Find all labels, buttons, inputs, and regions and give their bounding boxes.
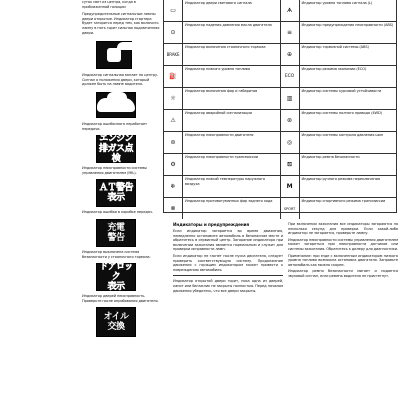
body-paragraph: Индикатор ремня безопасности мигает и подается звуковой сигнал, если ремень водителя не пристегнут. — [288, 269, 398, 278]
indicator-icon: ⚙ — [164, 154, 183, 175]
table-cell — [281, 66, 397, 87]
indicator-icon: ≡ — [281, 22, 300, 43]
table-cell — [281, 154, 397, 175]
indicator-icon: ⊛ — [281, 110, 300, 131]
indicator-text: Индикатор спортивного режима трансмиссии — [301, 199, 386, 203]
table-cell — [281, 198, 397, 219]
indicator-icon: ⊗ — [164, 198, 183, 219]
table-row — [164, 132, 396, 154]
car-indicator-thumbnail — [96, 92, 136, 118]
indicator-icon: ᗗ — [281, 0, 300, 21]
left-paragraph-6: Индикатор ошибки в коробке передач. — [82, 210, 153, 215]
indicator-text: Индикатор ручного режима переключения — [301, 177, 380, 181]
indicator-text: Индикатор системы полного привода (4WD) — [301, 111, 382, 115]
indicator-text: Индикатор предупреждения неисправности (ABS) — [301, 23, 394, 27]
indicator-table — [163, 0, 397, 213]
table-cell — [164, 110, 281, 131]
oil-change-thumbnail — [96, 307, 136, 337]
indicator-icon: BRAKE — [164, 44, 183, 65]
body-column-1 — [173, 222, 283, 295]
indicator-icon: ▥ — [281, 88, 300, 109]
indicator-text: Индикатор системы курсовой устойчивости — [301, 89, 382, 93]
charge-warning-thumbnail — [96, 219, 136, 247]
left-paragraph-8: Индикатор дверей неисправность. Проверьте после опробования двигателя. — [82, 294, 159, 303]
table-row — [164, 198, 396, 219]
indicator-icon: SPORT — [281, 198, 300, 219]
indicator-text: Индикатор системы контроля давления шин — [301, 133, 383, 137]
table-cell — [164, 132, 281, 153]
table-cell — [281, 22, 397, 43]
table-cell — [164, 88, 281, 109]
body-column-2 — [288, 222, 398, 281]
indicator-icon: ⚠ — [164, 110, 183, 131]
table-cell — [164, 154, 281, 175]
body-paragraph: При включении зажигания все индикаторы загораются на несколько секунд для проверки. Если какой-либо индикатор не загорается, проверьте лампу. — [288, 222, 398, 236]
section-title: Индикаторы и предупреждения — [173, 222, 250, 227]
charge-warning-text: 充電 警告 — [107, 222, 125, 243]
door-indicator-thumbnail — [96, 41, 132, 69]
indicator-text: Индикатор тормозной системы (ABS) — [301, 45, 369, 49]
indicator-icon: ⛾ — [281, 154, 300, 175]
indicator-icon: ⊜ — [164, 132, 183, 153]
indicator-text: Индикатор режима экономии (ECO) — [301, 67, 367, 71]
table-row — [164, 0, 396, 22]
car-icon — [97, 98, 135, 112]
table-cell — [164, 176, 281, 197]
indicator-text: Индикатор неисправности двигателя — [185, 133, 254, 137]
indicator-text: Индикатор низкого уровня топлива — [185, 67, 250, 71]
indicator-text: Индикатор низкой температуры наружного воздуха — [185, 177, 265, 186]
table-row — [164, 154, 396, 176]
indicator-text: Индикатор ремня безопасности — [301, 155, 360, 159]
indicator-text: Индикатор уровня топлива сигнала (L) — [301, 1, 373, 5]
table-row — [164, 88, 396, 110]
engine-check-text: エンジン 排ガス点検 — [98, 134, 133, 165]
table-cell — [164, 22, 281, 43]
body-paragraph: Если индикатор загорается во время движения, немедленно остановите автомобиль в безопасном месте и обратитесь в сервисный центр. Загорание индикатора при включении зажигания является нормальным и служит для проверки исправности ламп. — [173, 229, 283, 252]
left-column — [82, 0, 160, 337]
indicator-icon: ⊙ — [164, 22, 183, 43]
indicator-text: Индикатор аварийной сигнализации — [185, 111, 252, 115]
indicator-icon: ECO — [281, 66, 300, 87]
body-paragraph: Индикатор открытой двери горит, пока одна из дверей, капот или багажник не закрыты полностью. Перед началом движения убедитесь, что все двери закрыты. — [173, 279, 283, 293]
table-cell — [164, 0, 281, 21]
table-cell — [281, 132, 397, 153]
table-cell — [281, 0, 397, 21]
table-row — [164, 44, 396, 66]
engine-check-thumbnail — [96, 135, 136, 163]
indicator-icon: ☼ — [164, 88, 183, 109]
indicator-text: Индикатор двери светового сигнала — [185, 1, 252, 5]
table-row — [164, 176, 396, 198]
indicator-icon: M — [281, 176, 300, 197]
left-paragraph-4: Индикатор ошибочного неработает передачи. — [82, 121, 148, 131]
left-paragraph-7: Индикатор выключена система безопасности у стояночного тормоза. — [82, 249, 151, 259]
table-cell — [164, 44, 281, 65]
left-paragraph-1: суток свет из центра, когда в приближенной позиции — [82, 0, 136, 9]
indicator-text: Индикатор противотуманных фар заднего хода — [185, 199, 273, 203]
door-lock-thumbnail — [96, 263, 136, 291]
table-row — [164, 66, 396, 88]
body-paragraph: Если индикатор не гаснет после пуска двигателя, следует проверить соответствующую систему. Продолжение движения с горящим индикатором может привести к повреждению автомобиля. — [173, 253, 283, 272]
table-cell — [164, 198, 281, 219]
indicator-text: Индикатор включения стояночного тормоза — [185, 45, 266, 49]
door-icon — [107, 48, 121, 62]
indicator-icon: ◎ — [281, 132, 300, 153]
body-paragraph: Примечание: при езде с включенным индикатором низкого уровня топлива возможна остановка двигателя. Заправьте автомобиль как можно скорее. — [288, 253, 398, 267]
indicator-icon: ▭ — [164, 0, 183, 21]
divider — [173, 275, 283, 276]
left-paragraph-2: Предупредительные сигнальные лампы двери открытые. Индикатор стартера будет загорится перед тем, как включить лампу в пять горит сильная подсвеченная двери. — [82, 12, 160, 35]
table-cell — [281, 110, 397, 131]
indicator-text: Индикатор включения фар и габаритов — [185, 89, 258, 93]
indicator-text: Индикатор падения давления масла двигателя — [185, 23, 272, 27]
table-row — [164, 110, 396, 132]
table-cell — [281, 88, 397, 109]
body-paragraph: Индикатор неисправности системы управления двигателем может загореться при неисправности датчиков или системы зажигания. Обратитесь к дилеру для диагностики. — [288, 237, 398, 251]
indicator-icon: ⛽ — [164, 66, 183, 87]
left-paragraph-3: Индикатор сигнальная мигает по центру. Сигнал о положения двери, который должен быть на лампе водителя. — [82, 73, 159, 87]
left-paragraph-5: Индикатор неисправности системы управления двигателем (MIL). — [82, 166, 147, 175]
transmission-warning-text: ＡＴ警告 表示 — [98, 183, 133, 204]
indicator-icon: ❄ — [164, 176, 183, 197]
door-lock-text: ドアロック 表示 — [99, 262, 133, 293]
table-row — [164, 22, 396, 44]
table-cell — [281, 44, 397, 65]
table-cell — [281, 176, 397, 197]
indicator-icon: ⊕ — [281, 44, 300, 65]
indicator-text: Индикатор неисправности трансмиссии — [185, 155, 258, 159]
table-cell — [164, 66, 281, 87]
transmission-warning-thumbnail — [96, 179, 136, 207]
oil-change-text: オイル 交換 — [103, 312, 129, 333]
